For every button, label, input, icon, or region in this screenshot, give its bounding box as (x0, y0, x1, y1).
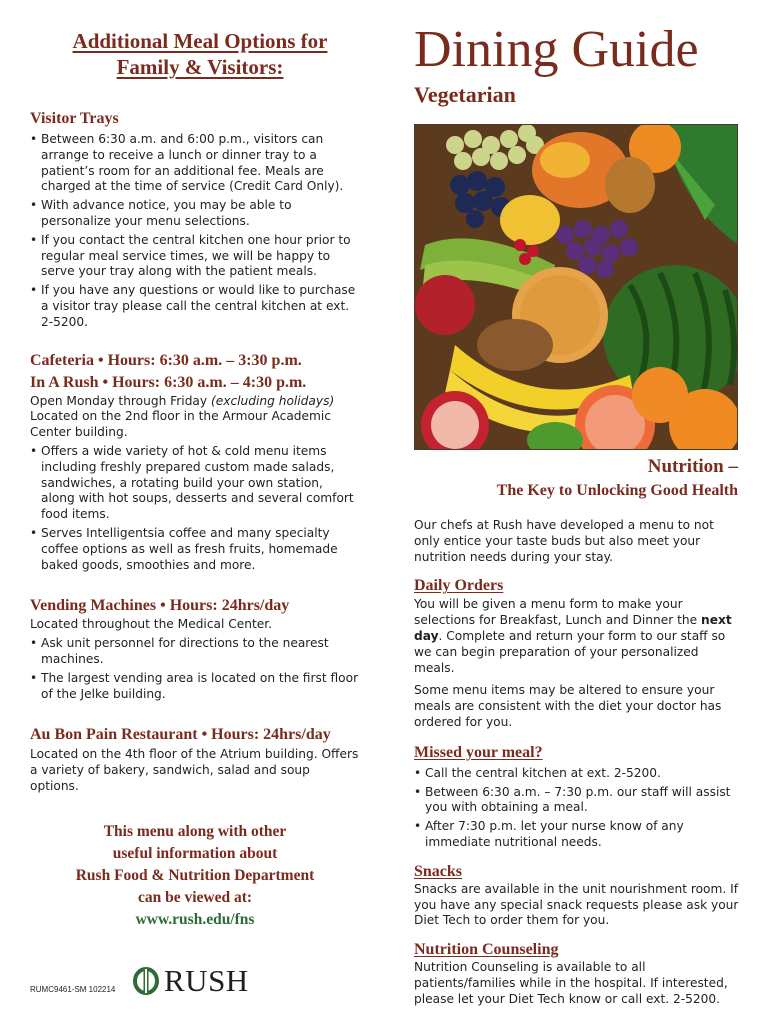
vending-list (30, 636, 360, 702)
snacks-heading: Snacks (414, 862, 463, 880)
left-title-line2: Family & Visitors (116, 55, 277, 79)
list-item: • After 7:30 p.m. let your nurse know of any immediate nutritional needs. (414, 819, 740, 851)
daily-orders-note: Some menu items may be altered to ensure your meals are consistent with the diet your doctor has ordered for you. (414, 683, 722, 729)
au-bon-pain-section (30, 724, 360, 794)
left-column (30, 28, 360, 931)
vending-heading: Vending Machines • Hours: 24hrs/day (30, 597, 290, 615)
list-item: • Call the central kitchen at ext. 2-5200. (414, 766, 740, 782)
missed-meal-heading: Missed your meal? (414, 743, 543, 761)
nutrition-subheading: The Key to Unlocking Good Health (496, 482, 738, 499)
missed-meal-section (414, 743, 740, 851)
left-title-line1: Additional Meal Options for (72, 29, 328, 53)
rush-logo-text: RUSH (164, 963, 249, 998)
page-subtitle: Vegetarian (414, 82, 516, 107)
cafeteria-heading: Cafeteria • Hours: 6:30 a.m. – 3:30 p.m. (30, 351, 302, 369)
vending-text: Located throughout the Medical Center. (30, 617, 273, 632)
daily-orders-heading: Daily Orders (414, 577, 504, 595)
intro-text: Our chefs at Rush have developed a menu to not only entice your taste buds but also meet your nutrition needs during your stay. (414, 518, 714, 564)
list-item: • Ask unit personnel for directions to the nearest machines. (30, 636, 360, 668)
visitor-trays-section (30, 108, 360, 331)
page-title: Dining Guide (414, 21, 699, 78)
left-title (40, 28, 360, 80)
cafeteria-open-text: Open Monday through Friday (excluding holidays) (30, 393, 335, 408)
footer-code: RUMC9461-SM 102214 (30, 985, 116, 994)
vending-section (30, 595, 360, 702)
website-link[interactable]: www.rush.edu/fns (135, 910, 255, 928)
visitor-trays-list (30, 132, 360, 331)
list-item: • Between 6:30 a.m. – 7:30 p.m. our staff will assist you with obtaining a meal. (414, 785, 740, 817)
counseling-section (414, 940, 740, 1007)
in-a-rush-heading: In A Rush • Hours: 6:30 a.m. – 4:30 p.m. (30, 373, 307, 391)
daily-orders-section (414, 576, 740, 730)
nutrition-heading: Nutrition – (647, 456, 738, 477)
cafeteria-location-text: Located on the 2nd floor in the Armour Academic Center building. (30, 409, 331, 440)
cafeteria-list (30, 444, 360, 573)
cafeteria-section (30, 350, 360, 574)
au-bon-pain-text: Located on the 4th floor of the Atrium building. Offers a variety of bakery, sandwich, salad and soup options. (30, 747, 359, 793)
au-bon-pain-heading: Au Bon Pain Restaurant • Hours: 24hrs/day (30, 726, 331, 744)
right-header (414, 22, 740, 108)
counseling-heading: Nutrition Counseling (414, 941, 559, 959)
list-item: • The largest vending area is located on the first floor of the Jelke building. (30, 671, 360, 703)
website-promo: This menu along with other useful information about Rush Food & Nutrition Department can be viewed at: www.rush.edu/fns (30, 821, 360, 931)
list-item: • Between 6:30 a.m. and 6:00 p.m., visitors can arrange to receive a lunch or dinner tray to a patient’s room for an additional fee. Meals are charged at the time of service (Credit Card Only). (30, 132, 360, 195)
missed-meal-list (414, 766, 740, 851)
list-item: • Offers a wide variety of hot & cold menu items including freshly prepared custom made salads, sandwiches, a rotating build your own station, along with hot soups, desserts and several comfort food items. (30, 444, 360, 523)
list-item: • If you have any questions or would like to purchase a visitor tray please call the central kitchen at ext. 2-5200. (30, 283, 360, 330)
left-title-colon: : (276, 55, 284, 79)
visitor-trays-heading: Visitor Trays (30, 110, 119, 127)
snacks-section (414, 862, 740, 929)
nutrition-body (414, 518, 740, 1008)
list-item: • If you contact the central kitchen one hour prior to regular meal service times, we will be happy to serve your tray along with the patient meals. (30, 233, 360, 280)
list-item: • With advance notice, you may be able to personalize your menu selections. (30, 198, 360, 230)
rush-logo-icon (133, 966, 159, 996)
fruit-photo (414, 124, 738, 450)
rush-logo (133, 963, 249, 999)
counseling-text: Nutrition Counseling is available to all patients/families while in the hospital. If interested, please let your Diet Tech know or call ext. 2-5200. (414, 960, 728, 1006)
list-item: • Serves Intelligentsia coffee and many specialty coffee options as well as fresh fruits, homemade baked goods, smoothies and more. (30, 526, 360, 573)
daily-orders-text: You will be given a menu form to make your selections for Breakfast, Lunch and Dinner the next day. Complete and return your form to our staff so we can begin preparation of your personalized meals. (414, 597, 732, 675)
snacks-text: Snacks are available in the unit nourishment room. If you have any special snack requests please ask your Diet Tech to order them for you. (414, 881, 739, 928)
fruit-illustration (415, 125, 738, 450)
